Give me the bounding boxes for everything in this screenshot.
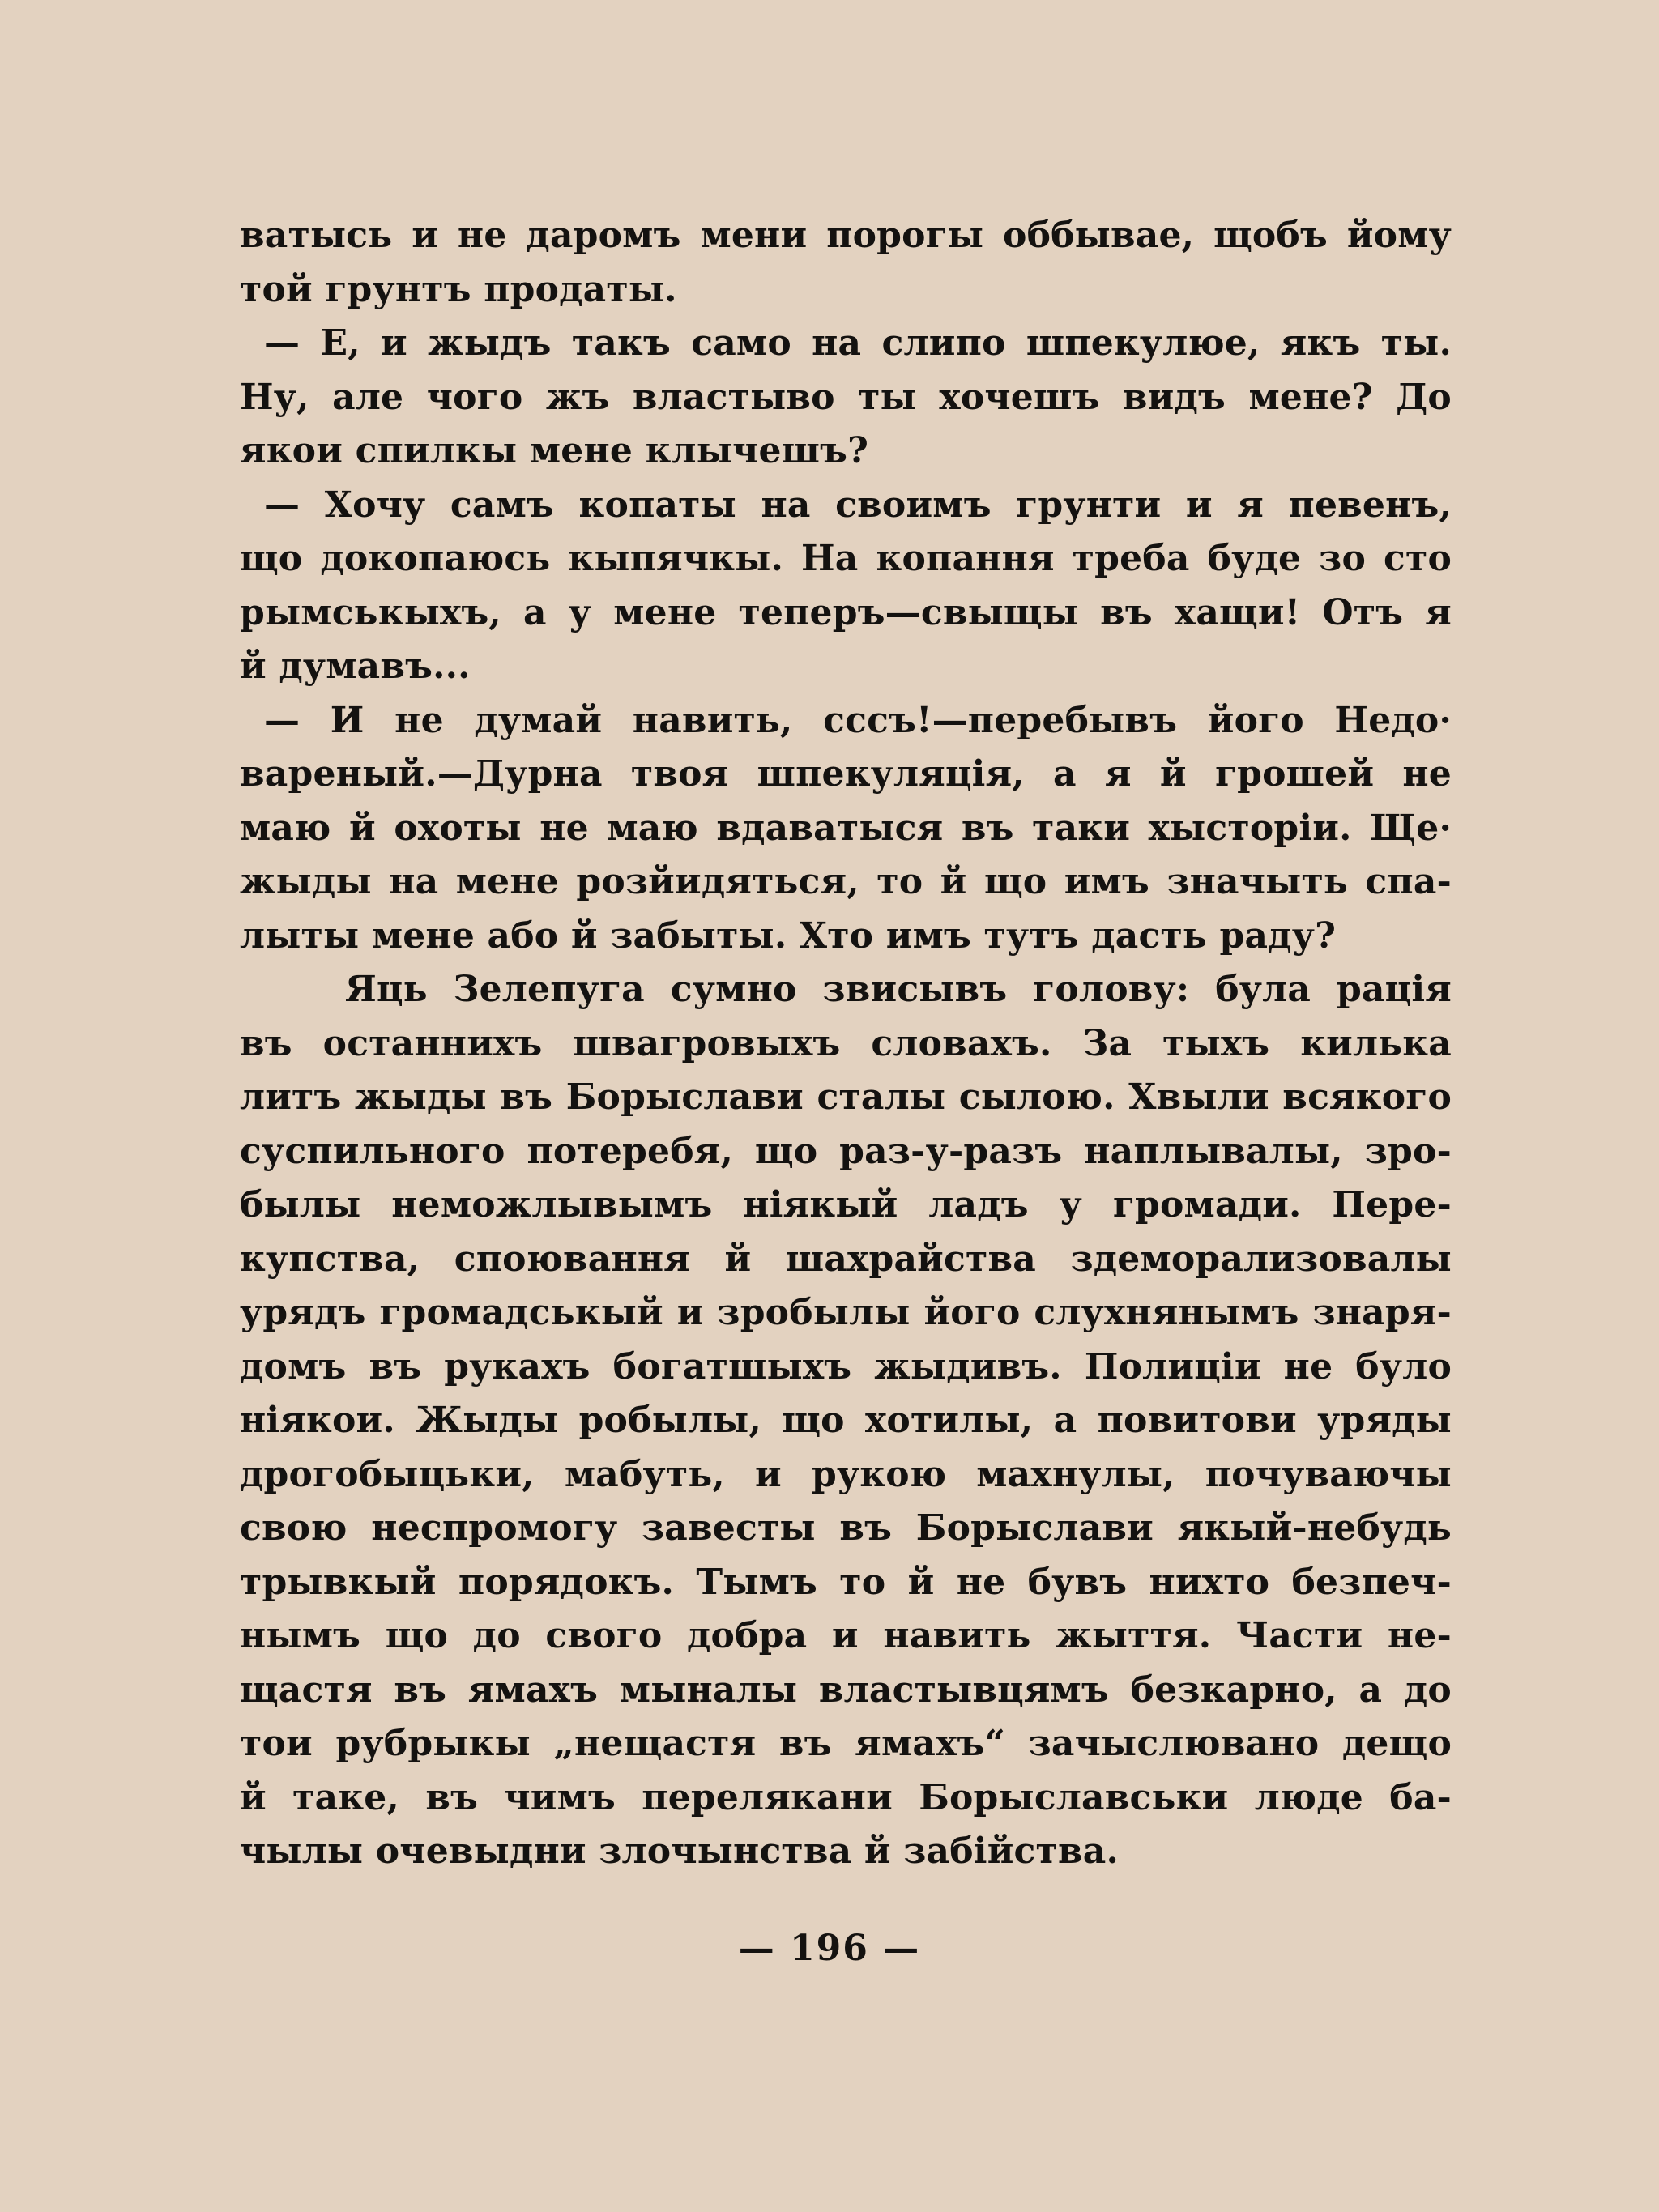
page-text [240, 209, 1452, 1879]
text-line: рымськыхъ, а у мене теперъ—свыщы въ хащи! Отъ я [240, 591, 1452, 633]
text-line: маю й охоты не маю вдаватыся въ таки хысторіи. Ще· [240, 807, 1452, 849]
text-line: той грунтъ продаты. [240, 268, 677, 310]
text-line: Яць Зелепуга сумно звисывъ голову: була рація [345, 969, 1452, 1010]
text-line: жыды на мене розйидяться, то й що имъ значыть спа- [240, 861, 1452, 902]
text-line: чылы очевыдни злочынства й забійства. [240, 1831, 1119, 1872]
page-number: — 196 — [738, 1928, 921, 1969]
text-line: литъ жыды въ Борыслави сталы сылою. Хвыли всякого [240, 1076, 1452, 1118]
text-line: урядъ громадськый и зробылы його слухнянымъ знаря- [240, 1292, 1452, 1333]
text-line: ніякои. Жыды робылы, що хотилы, а повитови уряды [240, 1400, 1452, 1441]
text-line: що докопаюсь кыпячкы. На копання треба буде зо сто [240, 538, 1452, 579]
text-line: якои спилкы мене клычешъ? [240, 430, 869, 471]
text-line: дрогобыцьки, мабуть, и рукою махнулы, почуваючы [240, 1453, 1452, 1495]
text-line: домъ въ рукахъ богатшыхъ жыдивъ. Полиціи не було [240, 1345, 1452, 1387]
text-line: суспильного потеребя, що раз-у-разъ наплывалы, зро- [240, 1130, 1452, 1172]
text-line: купства, споювання й шахрайства здеморализовалы [240, 1238, 1452, 1280]
text-line: свою неспромогу завесты въ Борыслави якый-небудь [240, 1507, 1452, 1549]
text-line: трывкый порядокъ. Тымъ то й не бувъ нихто безпеч- [240, 1561, 1452, 1603]
text-line: Ну, але чого жъ властыво ты хочешъ видъ мене? До [240, 376, 1452, 418]
text-line: вареный.—Дурна твоя шпекуляція, а я й грошей не [240, 753, 1452, 795]
text-line: й думавъ... [240, 646, 471, 687]
text-line: — Хочу самъ копаты на своимъ грунти и я певенъ, [264, 484, 1452, 526]
text-line: — И не думай навить, сссъ!—перебывъ його Недо· [264, 699, 1452, 741]
text-line: щастя въ ямахъ мыналы властывцямъ безкарно, а до [240, 1669, 1452, 1711]
text-line: лыты мене або й забыты. Хто имъ тутъ дасть раду? [240, 914, 1337, 957]
text-line: — Е, и жыдъ такъ само на слипо шпекулюе, якъ ты. [264, 322, 1452, 364]
text-line: тои рубрыкы „нещастя въ ямахъ“ зачыслювано дещо [240, 1723, 1452, 1764]
text-line: ватысь и не даромъ мени порогы оббывае, щобъ йому [240, 215, 1452, 256]
text-line: былы неможлывымъ ніякый ладъ у громади. Пере- [240, 1184, 1452, 1225]
text-line: въ останнихъ швагровыхъ словахъ. За тыхъ килька [240, 1022, 1452, 1064]
text-line: нымъ що до свого добра и навить жыття. Части не- [240, 1615, 1452, 1656]
text-line: й таке, въ чимъ перелякани Борыславськи люде ба- [240, 1776, 1452, 1818]
